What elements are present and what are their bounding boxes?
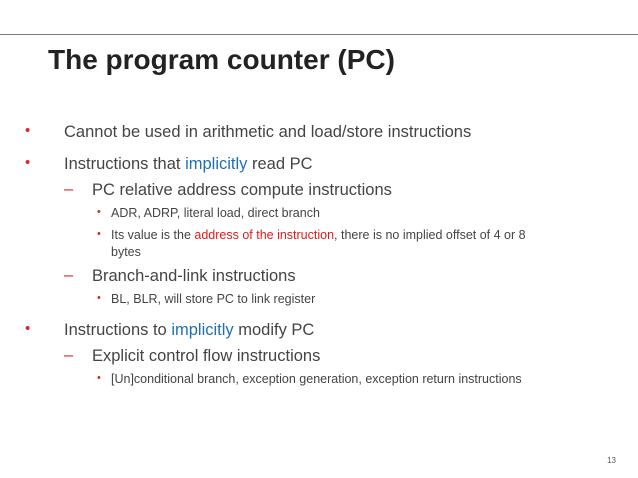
dash-marker: – [64, 180, 74, 198]
bullet-marker: • [25, 122, 31, 139]
subbullet-text: Branch-and-link instructions [92, 267, 296, 285]
bullet-text: Cannot be used in arithmetic and load/store instructions [64, 123, 472, 141]
highlight-text: implicitly [185, 155, 248, 173]
subsub-text: BL, BLR, will store PC to link register [111, 292, 316, 306]
subsub-text-continuation: bytes [111, 245, 141, 259]
small-bullet-marker: • [97, 206, 101, 218]
dash-marker: – [64, 266, 74, 284]
dash-marker: – [64, 346, 74, 364]
bullet-marker: • [25, 320, 31, 337]
subbullet-text: Explicit control flow instructions [92, 347, 321, 365]
bullet-text: Instructions that implicitly read PC [64, 155, 313, 173]
subbullet-text: PC relative address compute instructions [92, 181, 392, 199]
bullet-marker: • [25, 154, 31, 171]
small-bullet-marker: • [97, 372, 101, 384]
small-bullet-marker: • [97, 228, 101, 240]
highlight-text: address of the instruction [194, 228, 335, 242]
page-number: 13 [607, 456, 616, 465]
slide-title: The program counter (PC) [48, 44, 395, 75]
highlight-text: implicitly [171, 321, 234, 339]
bullet-text: Instructions to implicitly modify PC [64, 321, 315, 339]
subsub-text: Its value is the address of the instruction, there is no implied offset of 4 or 8 [111, 228, 526, 242]
top-divider [0, 34, 638, 35]
small-bullet-marker: • [97, 292, 101, 304]
subsub-text: ADR, ADRP, literal load, direct branch [111, 206, 320, 220]
subsub-text: [Un]conditional branch, exception generation, exception return instructions [111, 372, 522, 386]
